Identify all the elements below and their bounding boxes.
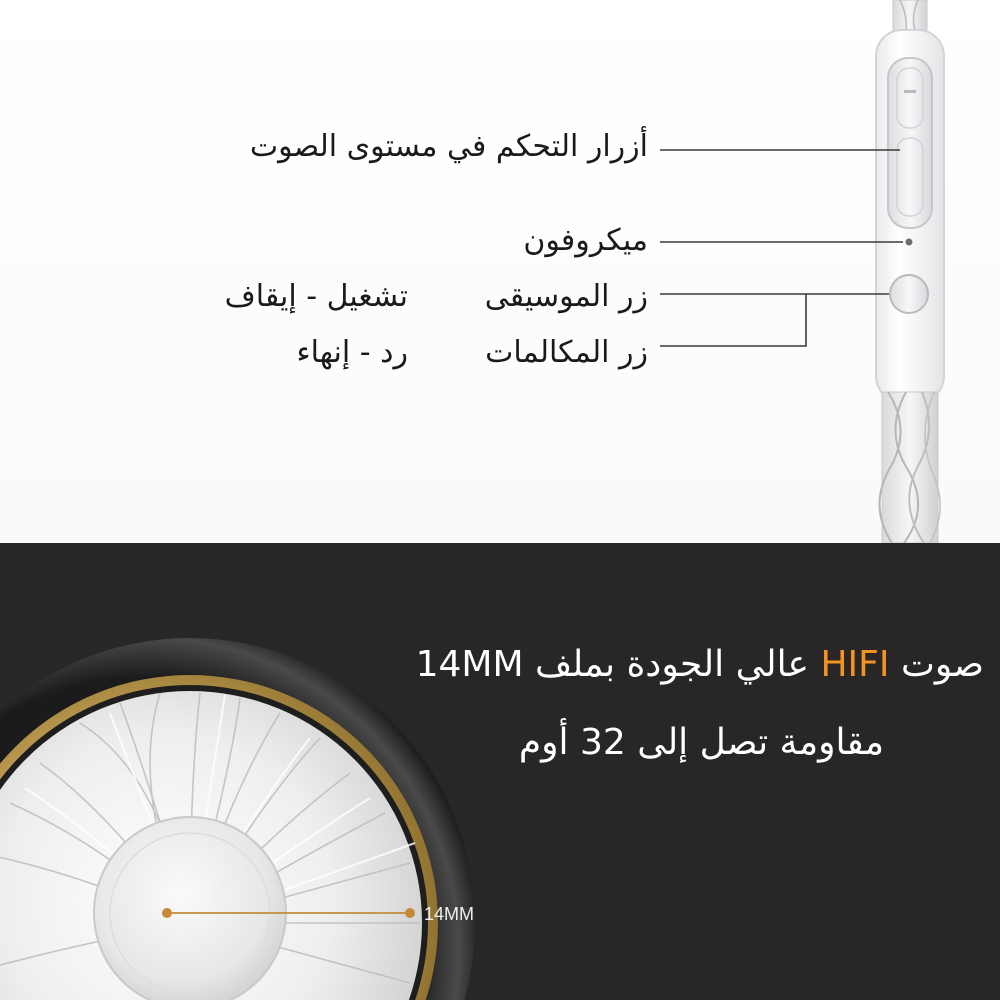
multifunction-button bbox=[890, 275, 928, 313]
microphone-hole bbox=[906, 239, 913, 246]
headline-hifi bbox=[415, 644, 984, 685]
driver-size-label: 14MM bbox=[424, 904, 475, 924]
headline-accent-hifi: HIFI bbox=[820, 644, 890, 685]
headline-end: عالي الجودة بملف 14MM bbox=[415, 644, 810, 685]
center-dome bbox=[94, 817, 286, 1000]
volume-rocker bbox=[888, 58, 932, 228]
sound-quality-panel bbox=[0, 543, 1000, 1000]
headline-start: صوت bbox=[900, 644, 984, 685]
speaker-driver-illustration bbox=[0, 543, 1000, 1000]
music-action-label: تشغيل - إيقاف bbox=[224, 279, 408, 314]
music-button-label: زر الموسيقى bbox=[484, 279, 648, 314]
volume-controls-label: أزرار التحكم في مستوى الصوت bbox=[249, 129, 648, 164]
call-action-label: رد - إنهاء bbox=[296, 335, 408, 370]
lower-cable bbox=[879, 392, 940, 543]
headline-impedance: مقاومة تصل إلى 32 أوم bbox=[518, 722, 884, 763]
microphone-label: ميكروفون bbox=[523, 223, 648, 258]
call-button-label: زر المكالمات bbox=[485, 335, 648, 370]
callout-lines bbox=[660, 150, 903, 346]
